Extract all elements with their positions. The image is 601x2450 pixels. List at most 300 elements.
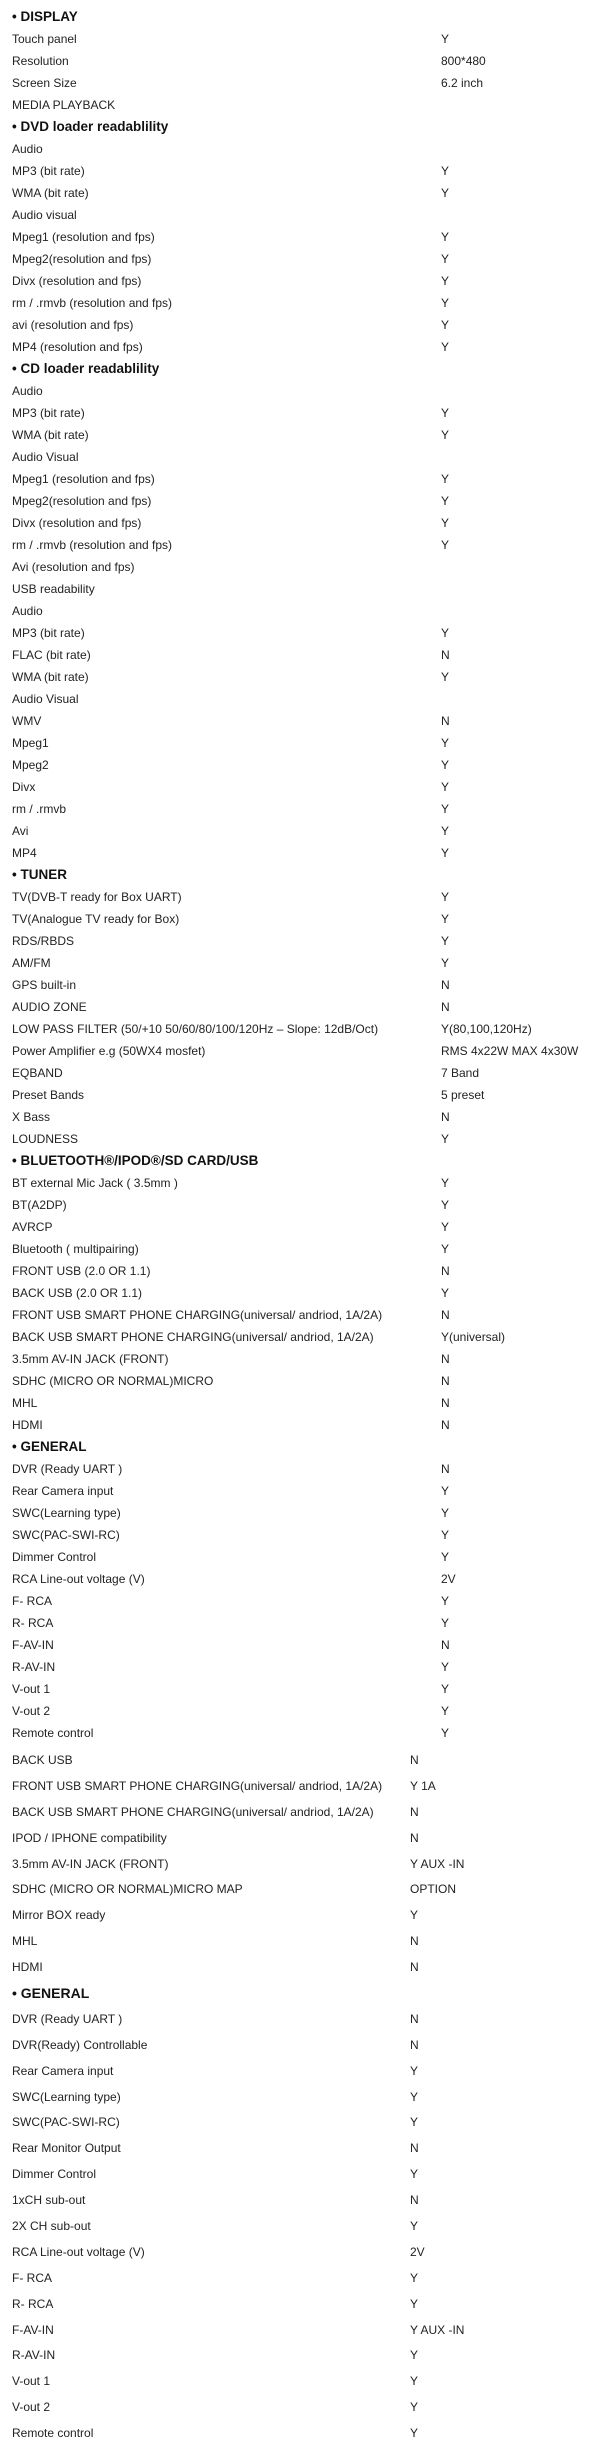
- spec-value: Y: [441, 824, 450, 838]
- spec-label: R-AV-IN: [12, 2348, 56, 2363]
- spec-value: Y: [441, 406, 450, 420]
- spec-value: Y: [441, 1286, 450, 1300]
- spec-value: Y: [441, 1726, 450, 1740]
- spec-value: 2V: [441, 1572, 456, 1586]
- spec-label: Screen Size: [12, 76, 77, 90]
- spec-label: V-out 2: [12, 1704, 51, 1718]
- spec-value: Y: [441, 1660, 450, 1674]
- spec-value: Y(80,100,120Hz): [441, 1022, 532, 1036]
- spec-value: Y: [441, 1132, 450, 1146]
- spec-value: N: [410, 1753, 419, 1767]
- spec-row-wmv: [0, 710, 601, 732]
- spec-value: RMS 4x22W MAX 4x30W: [441, 1044, 579, 1058]
- spec-row-sdhc-micro-or-normal-micro: [0, 1370, 601, 1392]
- section-heading-tuner: [0, 864, 601, 886]
- spec-value: Y: [441, 1528, 450, 1542]
- spec-row-eqband: [0, 1062, 601, 1084]
- spec-row-am-fm: [0, 952, 601, 974]
- spec-value: Y: [410, 2063, 419, 2078]
- spec-row-x-bass: [0, 1106, 601, 1128]
- spec-row-back-usb-2-0-or-1-1: [0, 1282, 601, 1304]
- spec-label: Divx (resolution and fps): [12, 516, 142, 530]
- spec-value: N: [441, 1396, 450, 1410]
- spec-label: 2X CH sub-out: [12, 2219, 91, 2234]
- spec-row-rca-line-out-voltage-v: [0, 2240, 601, 2266]
- spec-label: Avi: [12, 824, 29, 838]
- spec-value: Y: [441, 1176, 450, 1190]
- spec-label: Mpeg1 (resolution and fps): [12, 230, 155, 244]
- spec-value: Y: [441, 1704, 450, 1718]
- spec-row-f-rca: [0, 2266, 601, 2292]
- spec-value: Y: [410, 2219, 419, 2234]
- section-heading-bluetooth-ipod-sd-card-usb: [0, 1150, 601, 1172]
- spec-label: R- RCA: [12, 2296, 54, 2311]
- spec-row-swc-learning-type: [0, 2085, 601, 2111]
- spec-row-audio-zone: [0, 996, 601, 1018]
- spec-label: Mirror BOX ready: [12, 1908, 106, 1923]
- spec-label: USB readability: [12, 582, 95, 596]
- spec-value: N: [441, 1462, 450, 1476]
- spec-row-rm-rmvb-resolution-and-fps: [0, 292, 601, 314]
- spec-value: Y 1A: [410, 1778, 436, 1793]
- spec-row-low-pass-filter-50-10-50-60-80-100-120hz: [0, 1018, 601, 1040]
- spec-row-swc-pac-swi-rc: [0, 1524, 601, 1546]
- spec-row-sdhc-micro-or-normal-micro-map: [0, 1877, 601, 1903]
- spec-label: Mpeg2: [12, 758, 49, 772]
- section-heading-label: • TUNER: [12, 867, 67, 882]
- spec-row-3-5mm-av-in-jack-front: [0, 1348, 601, 1370]
- spec-label: FRONT USB (2.0 OR 1.1): [12, 1264, 151, 1278]
- spec-row-divx-resolution-and-fps: [0, 512, 601, 534]
- spec-value: Y: [441, 1484, 450, 1498]
- spec-row-dimmer-control: [0, 2162, 601, 2188]
- spec-label: FRONT USB SMART PHONE CHARGING(universal/ andriod, 1A/2A): [12, 1778, 383, 1793]
- spec-label: Audio Visual: [12, 450, 79, 464]
- spec-row-bluetooth-multipairing: [0, 1238, 601, 1260]
- spec-value: Y: [441, 626, 450, 640]
- spec-value: Y: [410, 2270, 419, 2285]
- spec-label: rm / .rmvb (resolution and fps): [12, 296, 173, 310]
- spec-value: Y: [410, 1908, 419, 1923]
- spec-value: Y: [441, 1242, 450, 1256]
- spec-label: AUDIO ZONE: [12, 1000, 87, 1014]
- spec-row-v-out-1: [0, 1678, 601, 1700]
- spec-value: Y AUX -IN: [410, 1856, 465, 1871]
- spec-label: Divx (resolution and fps): [12, 274, 142, 288]
- spec-label: RDS/RBDS: [12, 934, 75, 948]
- spec-value: Y: [441, 230, 450, 244]
- spec-label: IPOD / IPHONE compatibility: [12, 1830, 167, 1845]
- spec-value: N: [410, 1804, 419, 1819]
- spec-value: Y: [441, 1682, 450, 1696]
- spec-row-mp3-bit-rate: [0, 402, 601, 424]
- spec-label: MHL: [12, 1934, 38, 1949]
- spec-value: Y: [441, 32, 450, 46]
- spec-row-avrcp: [0, 1216, 601, 1238]
- spec-value: Y: [441, 1550, 450, 1564]
- spec-label: Audio visual: [12, 208, 77, 222]
- spec-row-2x-ch-sub-out: [0, 2214, 601, 2240]
- spec-row-mp3-bit-rate: [0, 160, 601, 182]
- spec-value: Y: [410, 2115, 419, 2130]
- spec-row-loudness: [0, 1128, 601, 1150]
- spec-value: Y: [441, 494, 450, 508]
- spec-label: AM/FM: [12, 956, 51, 970]
- spec-row-dvr-ready-uart: [0, 2007, 601, 2033]
- spec-row-rm-rmvb: [0, 798, 601, 820]
- spec-label: SWC(PAC-SWI-RC): [12, 1528, 120, 1542]
- section-heading-label: • DISPLAY: [12, 9, 78, 24]
- spec-row-wma-bit-rate: [0, 424, 601, 446]
- spec-value: Y: [441, 670, 450, 684]
- spec-row-mpeg2-resolution-and-fps: [0, 248, 601, 270]
- spec-label: RCA Line-out voltage (V): [12, 1572, 145, 1586]
- spec-row-rm-rmvb-resolution-and-fps: [0, 534, 601, 556]
- spec-label: LOUDNESS: [12, 1132, 79, 1146]
- spec-label: LOW PASS FILTER (50/+10 50/60/80/100/120Hz – Slope: 12dB/Oct): [12, 1022, 379, 1036]
- spec-value: N: [410, 2011, 419, 2026]
- spec-label: SWC(PAC-SWI-RC): [12, 2115, 120, 2130]
- spec-label: FLAC (bit rate): [12, 648, 91, 662]
- spec-label: Avi (resolution and fps): [12, 560, 135, 574]
- spec-label: BACK USB: [12, 1753, 73, 1767]
- spec-row-mpeg1: [0, 732, 601, 754]
- spec-label: Audio: [12, 384, 43, 398]
- spec-row-r-av-in: [0, 1656, 601, 1678]
- spec-value: 5 preset: [441, 1088, 485, 1102]
- spec-label: WMV: [12, 714, 42, 728]
- spec-label: Audio Visual: [12, 692, 79, 706]
- spec-label: 3.5mm AV-IN JACK (FRONT): [12, 1856, 169, 1871]
- spec-label: Mpeg1 (resolution and fps): [12, 472, 155, 486]
- spec-label: MEDIA PLAYBACK: [12, 98, 116, 112]
- spec-value: Y: [441, 758, 450, 772]
- spec-value: Y: [410, 2426, 419, 2441]
- spec-row-wma-bit-rate: [0, 666, 601, 688]
- spec-label: MP4 (resolution and fps): [12, 340, 143, 354]
- spec-row-audio: [0, 138, 601, 160]
- spec-label: V-out 2: [12, 2400, 51, 2415]
- spec-row-swc-pac-swi-rc: [0, 2110, 601, 2136]
- spec-label: WMA (bit rate): [12, 428, 89, 442]
- spec-label: rm / .rmvb (resolution and fps): [12, 538, 173, 552]
- spec-label: Mpeg2(resolution and fps): [12, 252, 152, 266]
- spec-label: 3.5mm AV-IN JACK (FRONT): [12, 1352, 169, 1366]
- spec-row-remote-control: [0, 1722, 601, 1744]
- spec-row-mp3-bit-rate: [0, 622, 601, 644]
- spec-label: DVR(Ready) Controllable: [12, 2037, 148, 2052]
- spec-label: FRONT USB SMART PHONE CHARGING(universal/ andriod, 1A/2A): [12, 1308, 383, 1322]
- spec-label: Power Amplifier e.g (50WX4 mosfet): [12, 1044, 206, 1058]
- spec-label: Audio: [12, 604, 43, 618]
- spec-label: R- RCA: [12, 1616, 54, 1630]
- spec-label: F-AV-IN: [12, 1638, 54, 1652]
- spec-row-mpeg1-resolution-and-fps: [0, 226, 601, 248]
- spec-value: Y: [441, 186, 450, 200]
- spec-row-avi-resolution-and-fps: [0, 314, 601, 336]
- spec-value: Y: [441, 516, 450, 530]
- spec-value: Y: [441, 934, 450, 948]
- spec-row-rear-monitor-output: [0, 2136, 601, 2162]
- spec-value: Y: [410, 2296, 419, 2311]
- spec-table-primary: [0, 6, 601, 1744]
- spec-value: Y: [410, 2400, 419, 2415]
- spec-row-hdmi: [0, 1414, 601, 1436]
- spec-value: N: [441, 648, 450, 662]
- spec-value: N: [441, 1418, 450, 1432]
- spec-value: Y: [441, 736, 450, 750]
- spec-row-r-av-in: [0, 2343, 601, 2369]
- spec-value: 2V: [410, 2244, 425, 2259]
- spec-label: 1xCH sub-out: [12, 2193, 86, 2208]
- spec-label: RCA Line-out voltage (V): [12, 2244, 145, 2259]
- spec-label: SDHC (MICRO OR NORMAL)MICRO MAP: [12, 1882, 243, 1897]
- spec-label: WMA (bit rate): [12, 670, 89, 684]
- spec-row-mpeg1-resolution-and-fps: [0, 468, 601, 490]
- spec-value: Y: [441, 1616, 450, 1630]
- spec-row-f-av-in: [0, 1634, 601, 1656]
- spec-row-front-usb-smart-phone-charging-universal: [0, 1774, 601, 1800]
- spec-row-dimmer-control: [0, 1546, 601, 1568]
- spec-value: Y(universal): [441, 1330, 506, 1344]
- spec-label: Mpeg1: [12, 736, 49, 750]
- spec-row-rca-line-out-voltage-v: [0, 1568, 601, 1590]
- spec-label: DVR (Ready UART ): [12, 1462, 123, 1476]
- spec-value: Y: [410, 2167, 419, 2182]
- spec-label: Rear Monitor Output: [12, 2141, 121, 2156]
- spec-value: N: [410, 1830, 419, 1845]
- spec-value: N: [441, 1000, 450, 1014]
- spec-value: Y: [441, 538, 450, 552]
- spec-row-r-rca: [0, 2292, 601, 2318]
- spec-row-rear-camera-input: [0, 1480, 601, 1502]
- spec-value: N: [441, 714, 450, 728]
- spec-row-audio-visual: [0, 688, 601, 710]
- section-heading-label: • GENERAL: [12, 1985, 90, 2002]
- spec-value: N: [441, 1110, 450, 1124]
- spec-label: WMA (bit rate): [12, 186, 89, 200]
- spec-row-rds-rbds: [0, 930, 601, 952]
- spec-row-back-usb-smart-phone-charging-universal-: [0, 1326, 601, 1348]
- spec-row-gps-built-in: [0, 974, 601, 996]
- spec-row-screen-size: [0, 72, 601, 94]
- spec-label: HDMI: [12, 1960, 43, 1975]
- spec-value: Y: [441, 956, 450, 970]
- spec-row-swc-learning-type: [0, 1502, 601, 1524]
- spec-label: MP4: [12, 846, 37, 860]
- spec-row-back-usb-smart-phone-charging-universal-: [0, 1800, 601, 1826]
- spec-row-audio-visual: [0, 204, 601, 226]
- section-heading-cd-loader-readablility: [0, 358, 601, 380]
- spec-value: Y: [441, 1594, 450, 1608]
- spec-value: Y: [441, 252, 450, 266]
- spec-row-back-usb: [0, 1748, 601, 1774]
- spec-label: MHL: [12, 1396, 38, 1410]
- spec-row-flac-bit-rate: [0, 644, 601, 666]
- spec-row-resolution: [0, 50, 601, 72]
- spec-row-wma-bit-rate: [0, 182, 601, 204]
- spec-label: GPS built-in: [12, 978, 77, 992]
- spec-value: N: [410, 1960, 419, 1975]
- spec-row-mp4: [0, 842, 601, 864]
- spec-label: SWC(Learning type): [12, 1506, 121, 1520]
- spec-label: Dimmer Control: [12, 2167, 97, 2182]
- spec-label: SDHC (MICRO OR NORMAL)MICRO: [12, 1374, 214, 1388]
- spec-value: Y: [441, 1506, 450, 1520]
- spec-row-front-usb-smart-phone-charging-universal: [0, 1304, 601, 1326]
- spec-value: Y: [441, 296, 450, 310]
- spec-value: N: [441, 1352, 450, 1366]
- spec-label: TV(DVB-T ready for Box UART): [12, 890, 182, 904]
- spec-label: Audio: [12, 142, 43, 156]
- spec-value: Y: [441, 780, 450, 794]
- spec-label: X Bass: [12, 1110, 51, 1124]
- spec-row-mp4-resolution-and-fps: [0, 336, 601, 358]
- spec-label: Dimmer Control: [12, 1550, 97, 1564]
- spec-value: Y: [441, 472, 450, 486]
- spec-label: BACK USB SMART PHONE CHARGING(universal/ andriod, 1A/2A): [12, 1330, 374, 1344]
- spec-row-rear-camera-input: [0, 2059, 601, 2085]
- spec-value: N: [410, 1934, 419, 1949]
- spec-label: SWC(Learning type): [12, 2089, 121, 2104]
- spec-label: BACK USB SMART PHONE CHARGING(universal/ andriod, 1A/2A): [12, 1804, 374, 1819]
- spec-label: R-AV-IN: [12, 1660, 56, 1674]
- spec-row-mhl: [0, 1392, 601, 1414]
- spec-label: HDMI: [12, 1418, 43, 1432]
- spec-value: Y AUX -IN: [410, 2322, 465, 2337]
- spec-value: OPTION: [410, 1882, 457, 1897]
- section-heading-display: [0, 6, 601, 28]
- spec-label: DVR (Ready UART ): [12, 2011, 123, 2026]
- spec-row-mpeg2: [0, 754, 601, 776]
- spec-value: Y: [441, 274, 450, 288]
- spec-value: Y: [441, 318, 450, 332]
- spec-row-dvr-ready-controllable: [0, 2033, 601, 2059]
- spec-value: N: [410, 2193, 419, 2208]
- spec-label: F-AV-IN: [12, 2322, 54, 2337]
- spec-label: Divx: [12, 780, 36, 794]
- spec-row-r-rca: [0, 1612, 601, 1634]
- spec-row-avi-resolution-and-fps: [0, 556, 601, 578]
- spec-label: Touch panel: [12, 32, 77, 46]
- spec-row-1xch-sub-out: [0, 2188, 601, 2214]
- spec-value: 7 Band: [441, 1066, 480, 1080]
- spec-label: Remote control: [12, 2426, 94, 2441]
- spec-row-f-av-in: [0, 2318, 601, 2344]
- spec-row-bt-external-mic-jack-3-5mm: [0, 1172, 601, 1194]
- spec-row-audio: [0, 600, 601, 622]
- spec-label: rm / .rmvb: [12, 802, 66, 816]
- spec-row-tv-dvb-t-ready-for-box-uart: [0, 886, 601, 908]
- section-heading-label: • BLUETOOTH®/IPOD®/SD CARD/USB: [12, 1153, 259, 1168]
- spec-label: F- RCA: [12, 1594, 52, 1608]
- section-heading-label: • DVD loader readablility: [12, 119, 169, 134]
- spec-label: Remote control: [12, 1726, 94, 1740]
- spec-row-hdmi: [0, 1955, 601, 1981]
- section-heading-general: [0, 1436, 601, 1458]
- spec-row-front-usb-2-0-or-1-1: [0, 1260, 601, 1282]
- spec-row-3-5mm-av-in-jack-front: [0, 1852, 601, 1878]
- spec-value: Y: [441, 1198, 450, 1212]
- section-heading-label: • CD loader readablility: [12, 361, 160, 376]
- spec-label: MP3 (bit rate): [12, 406, 85, 420]
- spec-row-divx: [0, 776, 601, 798]
- spec-label: TV(Analogue TV ready for Box): [12, 912, 180, 926]
- spec-value: Y: [410, 2089, 419, 2104]
- spec-row-audio-visual: [0, 446, 601, 468]
- spec-value: Y: [441, 164, 450, 178]
- spec-value: N: [410, 2141, 419, 2156]
- section-heading-label: • GENERAL: [12, 1439, 87, 1454]
- spec-label: Preset Bands: [12, 1088, 85, 1102]
- spec-value: N: [441, 1308, 450, 1322]
- spec-row-v-out-2: [0, 2395, 601, 2421]
- spec-label: EQBAND: [12, 1066, 63, 1080]
- spec-row-mpeg2-resolution-and-fps: [0, 490, 601, 512]
- spec-label: Rear Camera input: [12, 1484, 114, 1498]
- spec-label: BT external Mic Jack ( 3.5mm ): [12, 1176, 178, 1190]
- spec-row-preset-bands: [0, 1084, 601, 1106]
- spec-value: N: [441, 978, 450, 992]
- spec-row-tv-analogue-tv-ready-for-box: [0, 908, 601, 930]
- spec-label: Rear Camera input: [12, 2063, 114, 2078]
- spec-label: AVRCP: [12, 1220, 53, 1234]
- spec-value: N: [410, 2037, 419, 2052]
- spec-value: Y: [441, 1220, 450, 1234]
- spec-value: N: [441, 1638, 450, 1652]
- spec-row-mhl: [0, 1929, 601, 1955]
- spec-row-avi: [0, 820, 601, 842]
- spec-label: Bluetooth ( multipairing): [12, 1242, 139, 1256]
- spec-value: Y: [441, 912, 450, 926]
- spec-value: N: [441, 1374, 450, 1388]
- spec-value: Y: [410, 2348, 419, 2363]
- spec-label: avi (resolution and fps): [12, 318, 134, 332]
- spec-value: 6.2 inch: [441, 76, 484, 90]
- spec-row-v-out-1: [0, 2369, 601, 2395]
- spec-label: BACK USB (2.0 OR 1.1): [12, 1286, 143, 1300]
- spec-row-bt-a2dp: [0, 1194, 601, 1216]
- spec-value: Y: [441, 340, 450, 354]
- spec-row-remote-control: [0, 2421, 601, 2447]
- spec-label: F- RCA: [12, 2270, 52, 2285]
- spec-value: N: [441, 1264, 450, 1278]
- spec-row-f-rca: [0, 1590, 601, 1612]
- spec-label: Mpeg2(resolution and fps): [12, 494, 152, 508]
- spec-row-v-out-2: [0, 1700, 601, 1722]
- spec-row-audio: [0, 380, 601, 402]
- spec-label: V-out 1: [12, 2374, 51, 2389]
- spec-value: Y: [441, 890, 450, 904]
- section-heading-dvd-loader-readablility: [0, 116, 601, 138]
- spec-value: Y: [410, 2374, 419, 2389]
- spec-label: Resolution: [12, 54, 69, 68]
- spec-value: Y: [441, 846, 450, 860]
- spec-label: BT(A2DP): [12, 1198, 67, 1212]
- spec-label: MP3 (bit rate): [12, 626, 85, 640]
- spec-row-ipod-iphone-compatibility: [0, 1826, 601, 1852]
- spec-row-touch-panel: [0, 28, 601, 50]
- spec-label: MP3 (bit rate): [12, 164, 85, 178]
- spec-label: V-out 1: [12, 1682, 51, 1696]
- spec-value: Y: [441, 802, 450, 816]
- spec-row-media-playback: [0, 94, 601, 116]
- spec-row-mirror-box-ready: [0, 1903, 601, 1929]
- spec-row-usb-readability: [0, 578, 601, 600]
- section-heading-general: [0, 1981, 601, 2007]
- spec-value: 800*480: [441, 54, 486, 68]
- spec-row-power-amplifier-e-g-50wx4-mosfet: [0, 1040, 601, 1062]
